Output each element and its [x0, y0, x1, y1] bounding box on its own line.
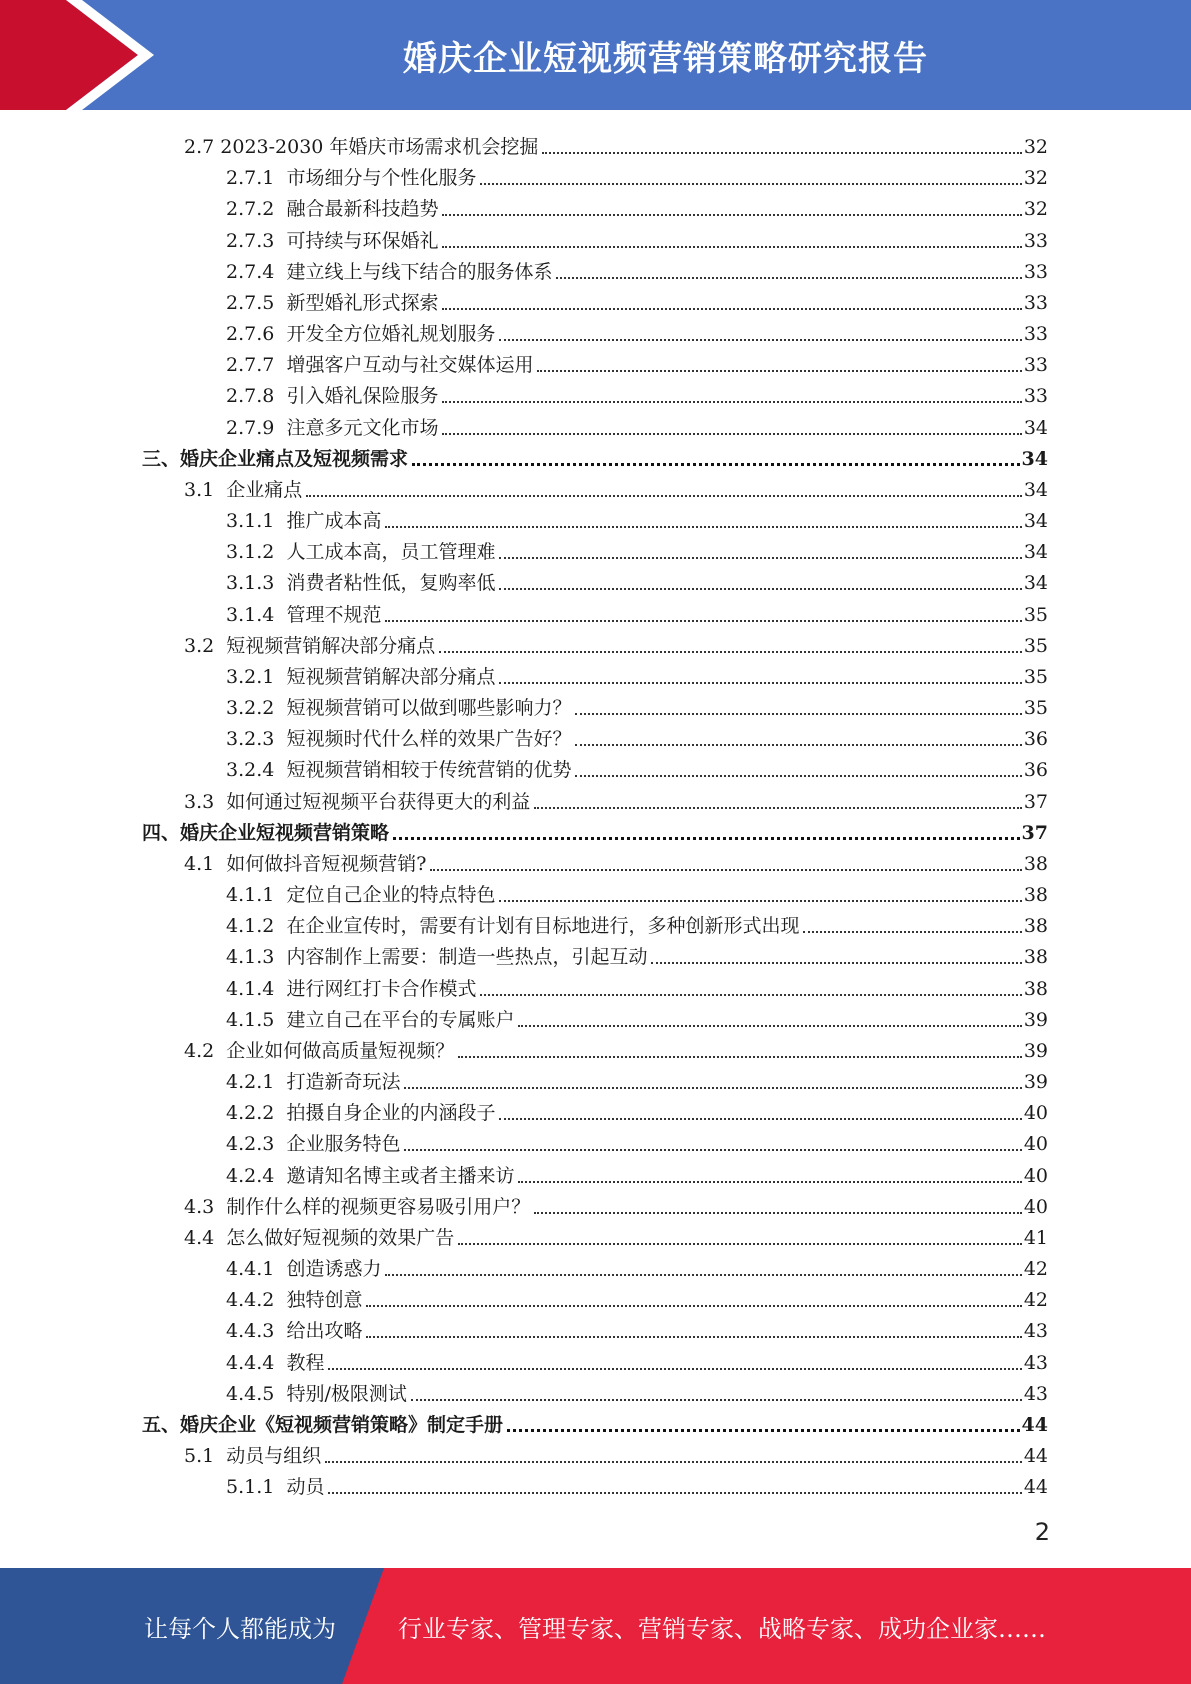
toc-entry-number: 4.4.1 — [226, 1258, 287, 1281]
toc-entry-number: 4.1 — [184, 852, 227, 875]
toc-entry[interactable] — [226, 1250, 1048, 1281]
toc-entry-number: 4.2.1 — [226, 1071, 287, 1094]
toc-entry-page: 34 — [1023, 541, 1048, 564]
toc-entry-title: 推广成本高 — [286, 510, 382, 533]
toc-dot-leader — [499, 339, 1021, 341]
toc-entry-page: 34 — [1023, 416, 1048, 439]
toc-entry-number: 2.7.9 — [226, 416, 287, 439]
header-arrow-decoration — [0, 0, 160, 110]
toc-entry-number: 3.1.4 — [226, 603, 287, 626]
toc-entry-page: 42 — [1023, 1258, 1048, 1281]
toc-entry-number: 4.2.2 — [226, 1102, 287, 1125]
toc-dot-leader — [534, 807, 1022, 809]
toc-dot-leader — [575, 713, 1021, 715]
toc-entry[interactable] — [226, 284, 1048, 315]
footer-slogan-right: 行业专家、管理专家、营销专家、战略专家、成功企业家…… — [398, 1614, 1046, 1643]
toc-entry-number: 2.7.6 — [226, 323, 287, 346]
toc-entry-page: 35 — [1023, 665, 1048, 688]
toc-entry-page: 39 — [1023, 1039, 1048, 1062]
toc-entry-title: 动员与组织 — [226, 1445, 322, 1468]
toc-entry-page: 33 — [1023, 260, 1048, 283]
toc-entry-number: 4.2.4 — [226, 1164, 287, 1187]
toc-entry-page: 36 — [1023, 759, 1048, 782]
toc-entry[interactable] — [226, 751, 1048, 782]
toc-entry-number: 3.1.1 — [226, 510, 287, 533]
toc-dot-leader — [385, 620, 1021, 622]
toc-entry-title: 特别/极限测试 — [286, 1382, 407, 1405]
toc-dot-leader — [518, 1025, 1021, 1027]
toc-entry-page: 37 — [1021, 821, 1048, 844]
toc-entry[interactable] — [226, 1375, 1048, 1406]
toc-entry-title: 市场细分与个性化服务 — [286, 167, 477, 190]
toc-dot-leader — [803, 931, 1021, 933]
toc-entry-title: 内容制作上需要：制造一些热点，引起互动 — [286, 946, 648, 969]
toc-entry-page: 32 — [1023, 198, 1048, 221]
toc-entry-page: 44 — [1021, 1413, 1048, 1436]
toc-entry-page: 40 — [1023, 1133, 1048, 1156]
toc-entry[interactable] — [226, 907, 1048, 938]
toc-entry-title: 三、婚庆企业痛点及短视频需求 — [142, 447, 409, 470]
toc-entry-number: 2.7 — [184, 136, 221, 158]
toc-entry-title: 短视频营销解决部分痛点 — [286, 665, 496, 688]
toc-dot-leader — [556, 277, 1021, 279]
toc-entry-title: 人工成本高，员工管理难 — [286, 541, 496, 564]
toc-entry-page: 38 — [1023, 884, 1048, 907]
toc-entry-page: 34 — [1023, 510, 1048, 533]
toc-dot-leader — [328, 1492, 1021, 1494]
toc-entry[interactable] — [226, 1157, 1048, 1188]
toc-entry-title: 短视频营销解决部分痛点 — [226, 634, 436, 657]
toc-entry-page: 34 — [1023, 478, 1048, 501]
toc-entry-number: 4.2.3 — [226, 1133, 287, 1156]
toc-dot-leader — [411, 1399, 1022, 1401]
toc-entry-page: 43 — [1023, 1320, 1048, 1343]
toc-dot-leader — [385, 1274, 1021, 1276]
toc-entry-page: 32 — [1023, 136, 1048, 158]
toc-entry-title: 增强客户互动与社交媒体运用 — [286, 354, 534, 377]
toc-entry-number: 4.1.1 — [226, 884, 287, 907]
toc-entry[interactable] — [226, 689, 1048, 720]
toc-entry-page: 43 — [1023, 1351, 1048, 1374]
toc-entry-number: 3.3 — [184, 790, 227, 813]
toc-dot-leader — [366, 1336, 1021, 1338]
toc-entry-title: 注意多元文化市场 — [286, 416, 439, 439]
toc-entry-page: 44 — [1023, 1445, 1048, 1468]
toc-entry[interactable] — [226, 159, 1048, 190]
page-header — [0, 0, 1191, 110]
toc-entry-title: 企业痛点 — [226, 478, 303, 501]
toc-entry-title: 消费者粘性低，复购率低 — [286, 572, 496, 595]
toc-dot-leader — [385, 526, 1021, 528]
toc-entry-number: 2.7.4 — [226, 260, 287, 283]
toc-entry[interactable] — [226, 938, 1048, 969]
toc-entry[interactable] — [226, 190, 1048, 221]
toc-dot-leader — [325, 1461, 1022, 1463]
toc-dot-leader — [480, 994, 1021, 996]
toc-entry[interactable] — [226, 1094, 1048, 1125]
toc-entry-number: 3.1.3 — [226, 572, 287, 595]
toc-dot-leader — [499, 557, 1021, 559]
toc-entry-title: 拍摄自身企业的内涵段子 — [286, 1102, 496, 1125]
toc-entry-number: 3.2.2 — [226, 697, 287, 720]
toc-entry-title: 短视频营销相较于传统营销的优势 — [286, 759, 572, 782]
toc-entry[interactable] — [226, 1468, 1048, 1499]
toc-dot-leader — [458, 1056, 1022, 1058]
toc-entry[interactable] — [184, 845, 1048, 876]
toc-entry-title: 建立自己在平台的专属账户 — [286, 1008, 515, 1031]
toc-entry[interactable] — [226, 658, 1048, 689]
toc-entry-page: 41 — [1023, 1226, 1048, 1249]
toc-entry-title: 企业如何做高质量短视频？ — [226, 1039, 455, 1062]
toc-entry-page: 38 — [1023, 852, 1048, 875]
toc-entry-number: 5.1 — [184, 1445, 227, 1468]
toc-entry-page: 38 — [1023, 946, 1048, 969]
toc-entry-page: 34 — [1021, 447, 1048, 470]
toc-dot-leader — [439, 651, 1022, 653]
toc-entry[interactable] — [226, 346, 1048, 377]
toc-entry-title: 独特创意 — [286, 1289, 363, 1312]
toc-entry[interactable] — [226, 1344, 1048, 1375]
toc-entry-number: 2.7.7 — [226, 354, 287, 377]
toc-entry-title: 进行网红打卡合作模式 — [286, 977, 477, 1000]
toc-entry-title: 怎么做好短视频的效果广告 — [226, 1226, 455, 1249]
toc-entry-title: 企业服务特色 — [286, 1133, 401, 1156]
toc-dot-leader — [651, 962, 1021, 964]
toc-dot-leader — [499, 1118, 1021, 1120]
toc-entry[interactable] — [184, 1219, 1048, 1250]
toc-entry-title: 定位自己企业的特点特色 — [286, 884, 496, 907]
toc-entry[interactable] — [184, 1188, 1048, 1219]
toc-entry-title: 如何通过短视频平台获得更大的利益 — [226, 790, 531, 813]
toc-entry[interactable] — [226, 222, 1048, 253]
toc-entry[interactable] — [226, 533, 1048, 564]
toc-dot-leader — [575, 775, 1021, 777]
toc-entry-number: 2.7.1 — [226, 167, 287, 190]
toc-entry[interactable] — [226, 596, 1048, 627]
toc-entry-page: 44 — [1023, 1476, 1048, 1499]
toc-entry-number: 4.2 — [184, 1039, 227, 1062]
toc-entry-title: 给出攻略 — [286, 1320, 363, 1343]
toc-entry-number: 3.2 — [184, 634, 227, 657]
toc-entry-title: 短视频营销可以做到哪些影响力？ — [286, 697, 572, 720]
toc-entry-page: 38 — [1023, 977, 1048, 1000]
toc-entry-page: 35 — [1023, 634, 1048, 657]
toc-entry-title: 2023-2030 年婚庆市场需求机会挖掘 — [220, 136, 539, 158]
toc-entry-title: 制作什么样的视频更容易吸引用户？ — [226, 1195, 531, 1218]
toc-dot-leader — [499, 900, 1021, 902]
toc-entry-number: 4.1.4 — [226, 977, 287, 1000]
toc-entry-title: 开发全方位婚礼规划服务 — [286, 323, 496, 346]
toc-dot-leader — [507, 1429, 1020, 1432]
toc-dot-leader — [442, 401, 1021, 403]
toc-entry-number: 2.7.8 — [226, 385, 287, 408]
toc-dot-leader — [499, 682, 1021, 684]
toc-entry-page: 33 — [1023, 229, 1048, 252]
toc-entry-title: 创造诱惑力 — [286, 1258, 382, 1281]
toc-entry-page: 35 — [1023, 603, 1048, 626]
toc-entry[interactable] — [226, 1281, 1048, 1312]
toc-dot-leader — [542, 152, 1021, 154]
toc-dot-leader — [499, 588, 1021, 590]
toc-entry[interactable] — [226, 1063, 1048, 1094]
toc-entry-title: 引入婚礼保险服务 — [286, 385, 439, 408]
toc-dot-leader — [328, 1368, 1021, 1370]
toc-entry-number: 4.4.4 — [226, 1351, 287, 1374]
toc-entry-number: 4.4.5 — [226, 1382, 287, 1405]
toc-entry-page: 33 — [1023, 291, 1048, 314]
toc-entry-page: 38 — [1023, 915, 1048, 938]
toc-entry-number: 4.1.2 — [226, 915, 287, 938]
toc-dot-leader — [534, 1212, 1022, 1214]
toc-entry[interactable] — [184, 627, 1048, 658]
footer-slogan-left: 让每个人都能成为 — [144, 1614, 336, 1643]
toc-entry-page: 43 — [1023, 1382, 1048, 1405]
toc-entry[interactable] — [226, 720, 1048, 751]
toc-entry-page: 36 — [1023, 728, 1048, 751]
toc-entry-title: 可持续与环保婚礼 — [286, 229, 439, 252]
toc-entry-page: 39 — [1023, 1008, 1048, 1031]
toc-entry-title: 五、婚庆企业《短视频营销策略》制定手册 — [142, 1413, 504, 1436]
toc-dot-leader — [404, 1149, 1021, 1151]
page-footer — [0, 1568, 1191, 1684]
toc-entry-page: 35 — [1023, 697, 1048, 720]
toc-entry-page: 33 — [1023, 385, 1048, 408]
toc-entry-title: 在企业宣传时，需要有计划有目标地进行，多种创新形式出现 — [286, 915, 800, 938]
toc-entry-page: 33 — [1023, 354, 1048, 377]
toc-entry[interactable] — [226, 253, 1048, 284]
toc-entry[interactable] — [184, 471, 1048, 502]
toc-entry-page: 40 — [1023, 1102, 1048, 1125]
toc-entry[interactable] — [184, 1032, 1048, 1063]
toc-dot-leader — [442, 433, 1021, 435]
toc-dot-leader — [518, 1181, 1021, 1183]
toc-dot-leader — [442, 246, 1021, 248]
toc-entry-number: 5.1.1 — [226, 1476, 287, 1499]
toc-entry-number: 4.4.3 — [226, 1320, 287, 1343]
toc-entry[interactable] — [226, 876, 1048, 907]
toc-entry[interactable] — [226, 1001, 1048, 1032]
toc-entry-page: 39 — [1023, 1071, 1048, 1094]
toc-entry-number: 4.1.5 — [226, 1008, 287, 1031]
toc-entry-number: 3.1.2 — [226, 541, 287, 564]
toc-dot-leader — [404, 1087, 1021, 1089]
toc-entry-page: 33 — [1023, 323, 1048, 346]
toc-dot-leader — [412, 463, 1020, 466]
toc-entry[interactable] — [226, 502, 1048, 533]
toc-entry-title: 四、婚庆企业短视频营销策略 — [142, 821, 390, 844]
toc-entry-number: 4.4.2 — [226, 1289, 287, 1312]
toc-entry-title: 管理不规范 — [286, 603, 382, 626]
toc-entry-number: 2.7.2 — [226, 198, 287, 221]
toc-entry-page: 34 — [1023, 572, 1048, 595]
page-number: 2 — [1034, 1518, 1050, 1546]
toc-dot-leader — [537, 370, 1021, 372]
toc-dot-leader — [366, 1305, 1021, 1307]
toc-dot-leader — [393, 837, 1020, 840]
toc-entry-page: 42 — [1023, 1289, 1048, 1312]
toc-entry-title: 融合最新科技趋势 — [286, 198, 439, 221]
toc-entry-number: 4.3 — [184, 1195, 227, 1218]
toc-entry-title: 邀请知名博主或者主播来访 — [286, 1164, 515, 1187]
toc-entry-page: 40 — [1023, 1195, 1048, 1218]
toc-entry-title: 短视频时代什么样的效果广告好？ — [286, 728, 572, 751]
toc-entry[interactable] — [226, 1125, 1048, 1156]
toc-entry-title: 如何做抖音短视频营销? — [226, 852, 427, 875]
toc-entry[interactable] — [226, 564, 1048, 595]
report-title: 婚庆企业短视频营销策略研究报告 — [403, 38, 928, 79]
toc-entry-title: 动员 — [286, 1476, 325, 1499]
toc-entry[interactable] — [184, 128, 1048, 159]
toc-entry[interactable] — [226, 409, 1048, 440]
toc-entry-title: 新型婚礼形式探索 — [286, 291, 439, 314]
toc-entry-page: 37 — [1023, 790, 1048, 813]
toc-entry[interactable] — [184, 1437, 1048, 1468]
toc-dot-leader — [480, 183, 1021, 185]
toc-entry-page: 32 — [1023, 167, 1048, 190]
toc-dot-leader — [575, 744, 1021, 746]
toc-entry[interactable] — [226, 1312, 1048, 1343]
toc-entry[interactable] — [226, 970, 1048, 1001]
toc-entry-number: 3.2.3 — [226, 728, 287, 751]
toc-entry-page: 40 — [1023, 1164, 1048, 1187]
toc-entry[interactable] — [184, 783, 1048, 814]
toc-entry[interactable] — [142, 814, 1048, 845]
toc-entry[interactable] — [226, 377, 1048, 408]
toc-entry-title: 打造新奇玩法 — [286, 1071, 401, 1094]
toc-entry-number: 4.4 — [184, 1226, 227, 1249]
toc-entry[interactable] — [142, 1406, 1048, 1437]
toc-entry-number: 2.7.3 — [226, 229, 287, 252]
toc-dot-leader — [458, 1243, 1022, 1245]
toc-entry-number: 4.1.3 — [226, 946, 287, 969]
toc-dot-leader — [430, 869, 1021, 871]
toc-entry-title: 教程 — [286, 1351, 325, 1374]
toc-entry[interactable] — [226, 315, 1048, 346]
toc-dot-leader — [306, 495, 1022, 497]
toc-dot-leader — [442, 214, 1021, 216]
toc-entry-number: 3.2.4 — [226, 759, 287, 782]
toc-entry-number: 3.1 — [184, 478, 227, 501]
toc-entry-number: 3.2.1 — [226, 665, 287, 688]
toc-entry[interactable] — [142, 440, 1048, 471]
toc-dot-leader — [442, 308, 1021, 310]
toc-entry-number: 2.7.5 — [226, 291, 287, 314]
toc-entry-title: 建立线上与线下结合的服务体系 — [286, 260, 553, 283]
